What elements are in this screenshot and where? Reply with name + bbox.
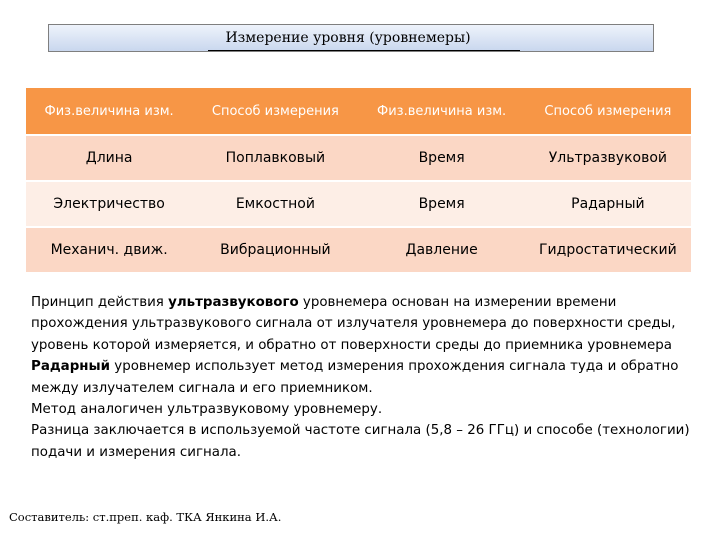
table-cell: Время <box>359 135 525 181</box>
description-paragraph: Метод аналогичен ультразвуковому уровнемеру. <box>31 402 383 418</box>
author-footer: Составитель: ст.преп. каф. ТКА Янкина И.А. <box>9 510 282 524</box>
header-cell: Физ.величина изм. <box>359 88 525 135</box>
table-cell: Давление <box>359 227 525 273</box>
bold-term: ультразвукового <box>168 295 299 310</box>
table-row <box>26 227 691 273</box>
table-cell: Ультразвуковой <box>525 135 691 181</box>
table-cell: Гидростатический <box>525 227 691 273</box>
measurement-table <box>26 88 691 274</box>
description-paragraph <box>31 356 691 399</box>
description-text <box>31 292 691 463</box>
table-cell: Электричество <box>26 181 192 227</box>
text-span: Принцип действия <box>31 295 169 310</box>
table-cell: Длина <box>26 135 192 181</box>
table-cell: Время <box>359 181 525 227</box>
description-paragraph: Разница заключается в используемой частоте сигнала (5,8 – 26 ГГц) и способе (технологии) подачи и измерения сигнала. <box>31 423 690 460</box>
page-title: Измерение уровня (уровнемеры) <box>225 30 471 46</box>
table-header-row <box>26 88 691 135</box>
table-cell: Поплавковый <box>192 135 358 181</box>
title-underline <box>208 50 520 51</box>
table-row <box>26 181 691 227</box>
description-paragraph <box>31 292 691 356</box>
table-cell: Вибрационный <box>192 227 358 273</box>
table-row <box>26 135 691 181</box>
text-span: уровнемера основан на измерении времени прохождения ультразвукового сигнала от излучателя уровнемера до поверхности среды, уровень которой измеряется, и обратно от поверхности среды до приемника уровнемера <box>31 295 676 353</box>
header-cell: Способ измерения <box>192 88 358 135</box>
bold-term: Радарный <box>31 359 111 375</box>
table-cell: Емкостной <box>192 181 358 227</box>
text-span: уровнемер использует метод измерения прохождения сигнала туда и обратно между излучателем сигнала и его приемником. <box>31 359 679 396</box>
title-bar <box>48 24 654 52</box>
table-cell: Радарный <box>525 181 691 227</box>
header-cell: Способ измерения <box>525 88 691 135</box>
header-cell: Физ.величина изм. <box>26 88 192 135</box>
table-cell: Механич. движ. <box>26 227 192 273</box>
